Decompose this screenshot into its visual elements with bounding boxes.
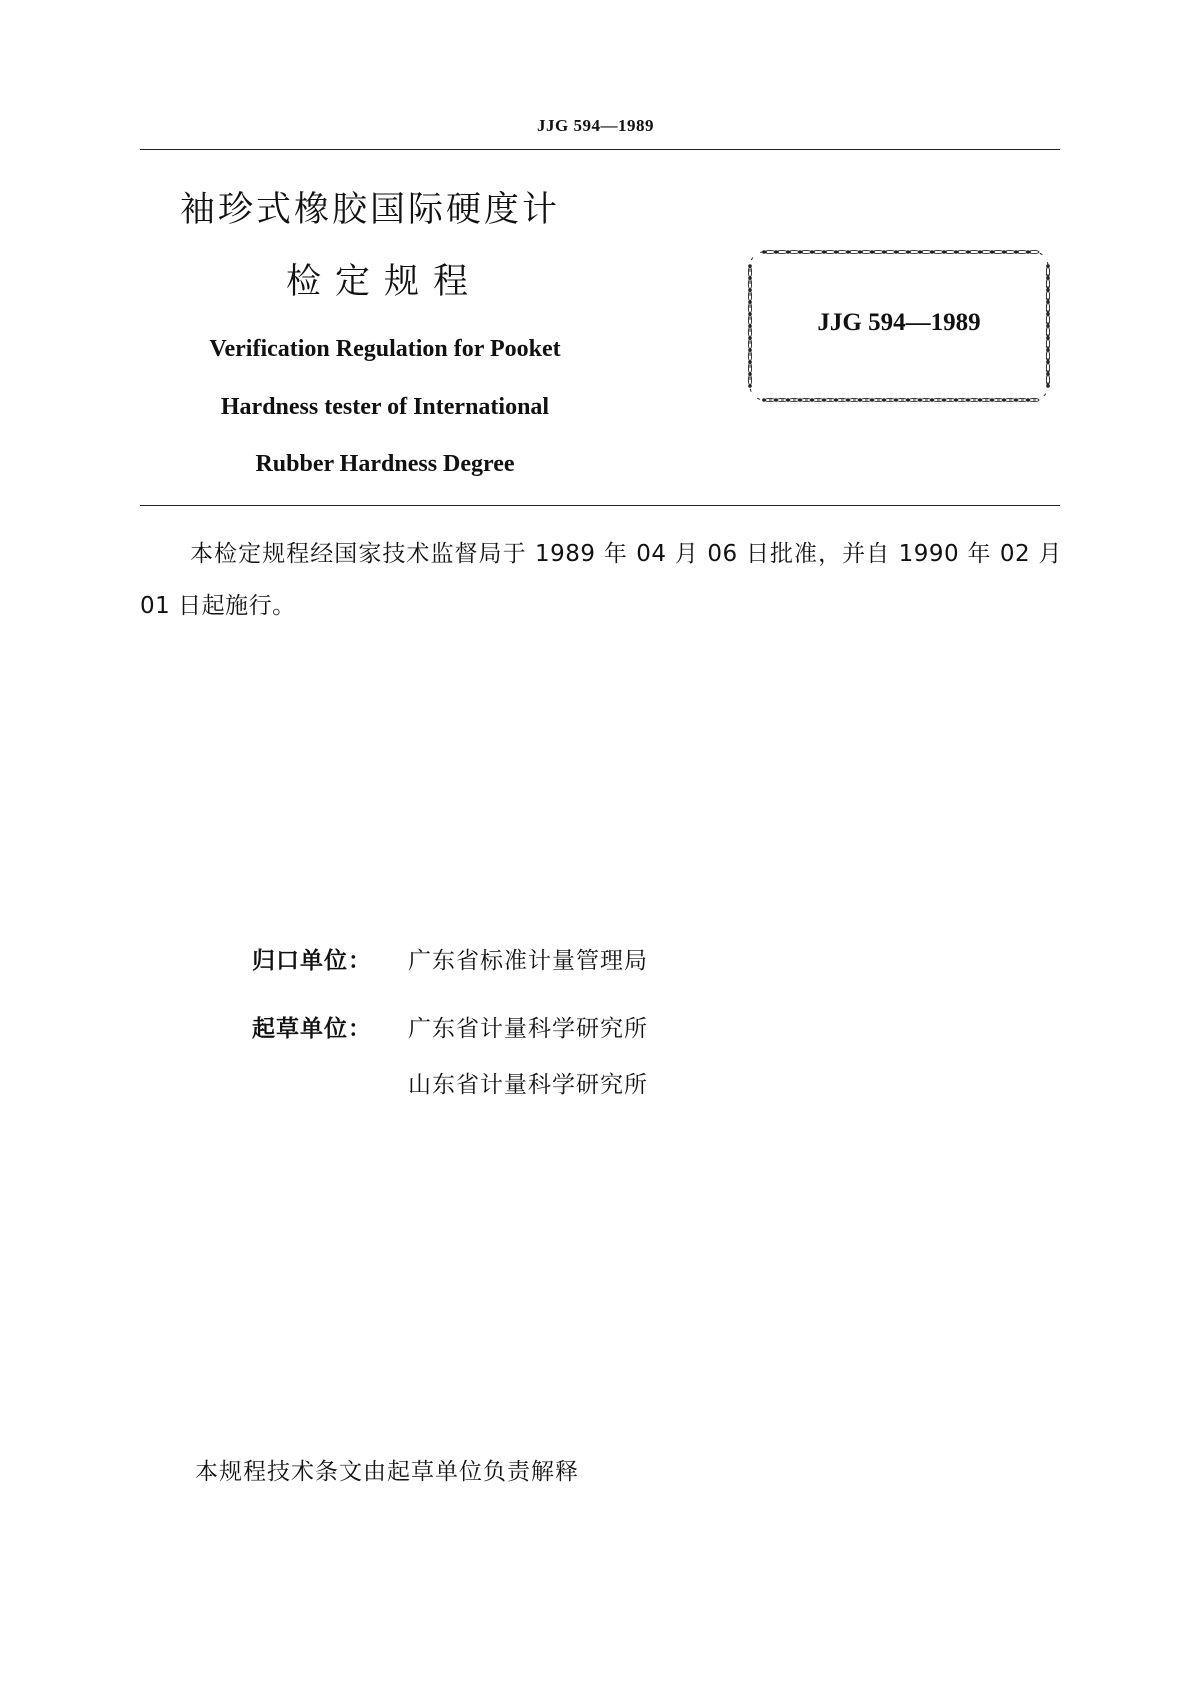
drafting-unit-2: 山东省计量科学研究所 (408, 1072, 648, 1098)
title-chinese: 袖珍式橡胶国际硬度计 (180, 190, 561, 230)
code-box-label: JJG 594—1989 (817, 309, 981, 336)
drafting-unit-label: 起草单位： (252, 1016, 372, 1042)
running-header: JJG 594—1989 (537, 116, 654, 135)
header-rule (140, 149, 1060, 150)
approval-statement: 本检定规程经国家技术监督局于 1989 年 04 月 06 日批准，并自 1990 年 02 月 01 日起施行。 (140, 541, 1062, 619)
responsible-unit-label: 归口单位： (252, 948, 372, 974)
title-english-line-3: Rubber Hardness Degree (255, 451, 515, 477)
title-english-line-1: Verification Regulation for Pooket (209, 336, 561, 362)
subtitle-chinese: 检定规程 (286, 262, 483, 302)
code-box (744, 246, 1054, 406)
drafting-unit-1: 广东省计量科学研究所 (408, 1016, 648, 1042)
title-rule (140, 505, 1060, 506)
interpretation-note: 本规程技术条文由起草单位负责解释 (195, 1459, 579, 1485)
responsible-unit: 广东省标准计量管理局 (408, 948, 648, 974)
title-english-line-2: Hardness tester of International (220, 394, 550, 420)
